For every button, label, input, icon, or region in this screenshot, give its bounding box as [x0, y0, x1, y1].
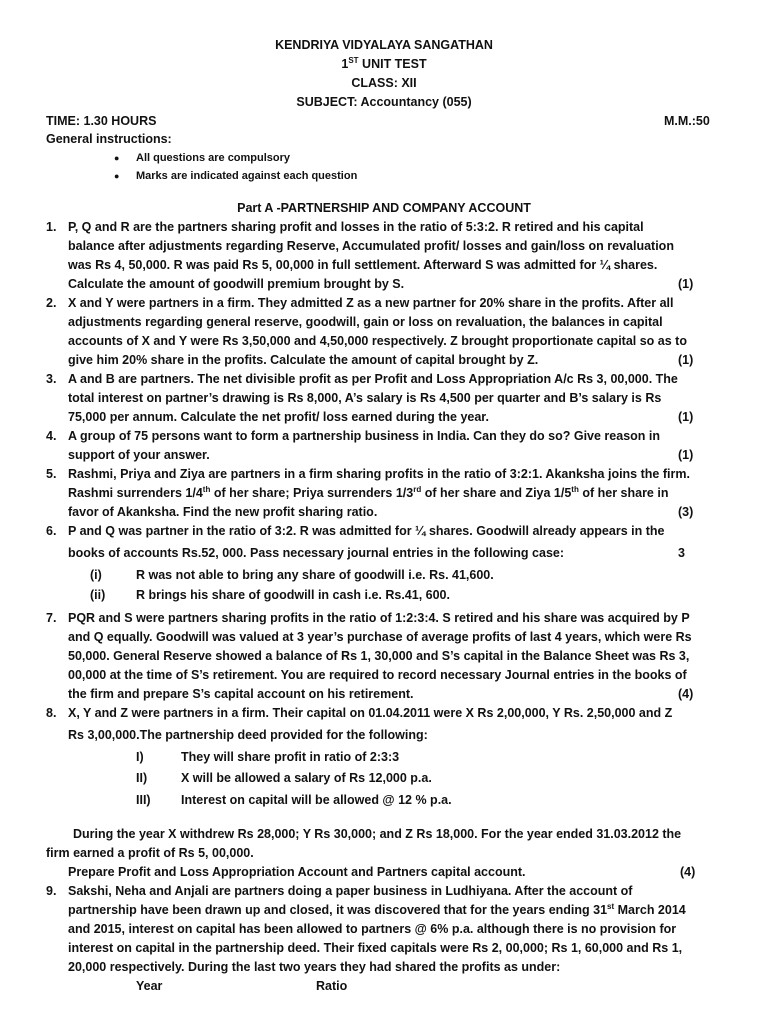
question-number: 4.: [46, 429, 57, 443]
sub-question-label: (i): [90, 568, 102, 582]
sub-question-text: Interest on capital will be allowed @ 12 % p.a.: [181, 793, 452, 807]
question-text: balance after adjustments regarding Reserve, Accumulated profit/ losses and gain/loss on revaluation: [68, 239, 674, 253]
question-text: give him 20% share in the profits. Calculate the amount of capital brought by Z.: [68, 353, 539, 367]
question-number: 5.: [46, 467, 57, 481]
question-text: was Rs 4, 50,000. R was paid Rs 5, 00,000 in full settlement. Afterward S was admitted for ¼ shares.: [68, 258, 658, 272]
part-a-heading: Part A -PARTNERSHIP AND COMPANY ACCOUNT: [237, 201, 531, 215]
question-text: P and Q was partner in the ratio of 3:2. R was admitted for ¼ shares. Goodwill already appears in the: [68, 524, 665, 538]
sub-question-label: III): [136, 793, 151, 807]
question-text: favor of Akanksha. Find the new profit sharing ratio.: [68, 505, 378, 519]
question-text: 20,000 respectively. During the last two years they had shared the profits as under:: [68, 960, 561, 974]
question-text: Calculate the amount of goodwill premium brought by S.: [68, 277, 405, 291]
question-text: Rashmi, Priya and Ziya are partners in a firm sharing profits in the ratio of 3:2:1. Akanksha joins the firm.: [68, 467, 690, 481]
question-text: X and Y were partners in a firm. They admitted Z as a new partner for 20% share in the profits. After all: [68, 296, 674, 310]
question-text: adjustments regarding general reserve, goodwill, gain or loss on revaluation, the balances in capital: [68, 315, 663, 329]
question-number: 9.: [46, 884, 57, 898]
question-number: 8.: [46, 706, 57, 720]
time-label: TIME: 1.30 HOURS: [46, 114, 157, 128]
question-text: partnership have been drawn up and closed, it was discovered that for the years ending 31st March 2014: [68, 901, 686, 917]
bullet-icon: ●: [114, 153, 120, 163]
question-text: accounts of X and Y were Rs 3,50,000 and 4,50,000 respectively. Z brought proportionate capital so as to: [68, 334, 687, 348]
question-text: and Q equally. Goodwill was valued at 3 year’s purchase of average profits of last 4 years, which were Rs: [68, 630, 692, 644]
question-text: 50,000. General Reserve showed a balance of Rs 1, 30,000 and S’s capital in the Balance Sheet was Rs 3,: [68, 649, 690, 663]
question-text: interest on capital in the partnership deed. Their fixed capitals were Rs 2, 00,000; Rs 1, 60,000 and Rs 1,: [68, 941, 683, 955]
question-number: 3.: [46, 372, 57, 386]
sub-question-text: R was not able to bring any share of goodwill i.e. Rs. 41,600.: [136, 568, 494, 582]
question-text: firm earned a profit of Rs 5, 00,000.: [46, 846, 254, 860]
instruction-item: Marks are indicated against each question: [136, 170, 358, 182]
question-text: X, Y and Z were partners in a firm. Their capital on 01.04.2011 were X Rs 2,00,000, Y Rs. 2,50,000 and Z: [68, 706, 673, 720]
sub-question-text: R brings his share of goodwill in cash i.e. Rs.41, 600.: [136, 588, 450, 602]
question-marks: (1): [678, 277, 694, 291]
question-text: and 2015, interest on capital has been allowed to partners @ 6% p.a. although there is no provision for: [68, 922, 677, 936]
question-text: 00,000 at the time of S’s retirement. You are required to record necessary Journal entries in the books of: [68, 668, 687, 682]
max-marks-label: M.M.:50: [664, 114, 710, 128]
question-marks: (1): [678, 448, 694, 462]
question-text: A group of 75 persons want to form a partnership business in India. Can they do so? Give reason in: [68, 429, 660, 443]
sub-question-text: X will be allowed a salary of Rs 12,000 p.a.: [181, 771, 432, 785]
org-title: KENDRIYA VIDYALAYA SANGATHAN: [275, 38, 493, 52]
sub-question-label: (ii): [90, 588, 106, 602]
question-text: total interest on partner’s drawing is Rs 8,000, A’s salary is Rs 4,500 per quarter and B’s salary is Rs: [68, 391, 662, 405]
question-text: During the year X withdrew Rs 28,000; Y Rs 30,000; and Z Rs 18,000. For the year ended 31.03.2012 the: [73, 827, 682, 841]
question-text: Rashmi surrenders 1/4th of her share; Priya surrenders 1/3rd of her share and Ziya 1/5th of her share in: [68, 484, 669, 500]
sub-question-label: I): [136, 750, 144, 764]
question-text: Prepare Profit and Loss Appropriation Account and Partners capital account.: [68, 865, 526, 879]
table-header-year: Year: [136, 979, 163, 993]
question-marks: (1): [678, 410, 694, 424]
question-number: 7.: [46, 611, 57, 625]
question-number: 1.: [46, 220, 57, 234]
question-marks: (4): [678, 687, 694, 701]
instruction-item: All questions are compulsory: [136, 152, 291, 164]
question-text: the firm and prepare S’s capital account on his retirement.: [68, 687, 414, 701]
question-text: support of your answer.: [68, 448, 210, 462]
question-text: PQR and S were partners sharing profits in the ratio of 1:2:3:4. S retired and his share was acquired by P: [68, 611, 690, 625]
question-text: A and B are partners. The net divisible profit as per Profit and Loss Appropriation A/c Rs 3, 00,000. The: [68, 372, 678, 386]
question-text: Sakshi, Neha and Anjali are partners doing a paper business in Ludhiyana. After the account of: [68, 884, 633, 898]
table-header-ratio: Ratio: [316, 979, 348, 993]
question-text: P, Q and R are the partners sharing profit and losses in the ratio of 5:3:2. R retired and his capital: [68, 220, 644, 234]
question-text: books of accounts Rs.52, 000. Pass necessary journal entries in the following case:: [68, 546, 565, 560]
bullet-icon: ●: [114, 171, 120, 181]
question-number: 6.: [46, 524, 57, 538]
class-title: CLASS: XII: [351, 76, 417, 90]
subject-title: SUBJECT: Accountancy (055): [296, 95, 472, 109]
question-marks: (4): [680, 865, 696, 879]
question-marks: (3): [678, 505, 694, 519]
question-text: 75,000 per annum. Calculate the net profit/ loss earned during the year.: [68, 410, 489, 424]
sub-question-label: II): [136, 771, 148, 785]
sub-question-text: They will share profit in ratio of 2:3:3: [181, 750, 400, 764]
question-text: Rs 3,00,000.The partnership deed provided for the following:: [68, 728, 428, 742]
question-marks: (1): [678, 353, 694, 367]
question-marks: 3: [678, 546, 685, 560]
instructions-title: General instructions:: [46, 132, 172, 146]
question-number: 2.: [46, 296, 57, 310]
test-title: 1ST UNIT TEST: [341, 55, 427, 71]
